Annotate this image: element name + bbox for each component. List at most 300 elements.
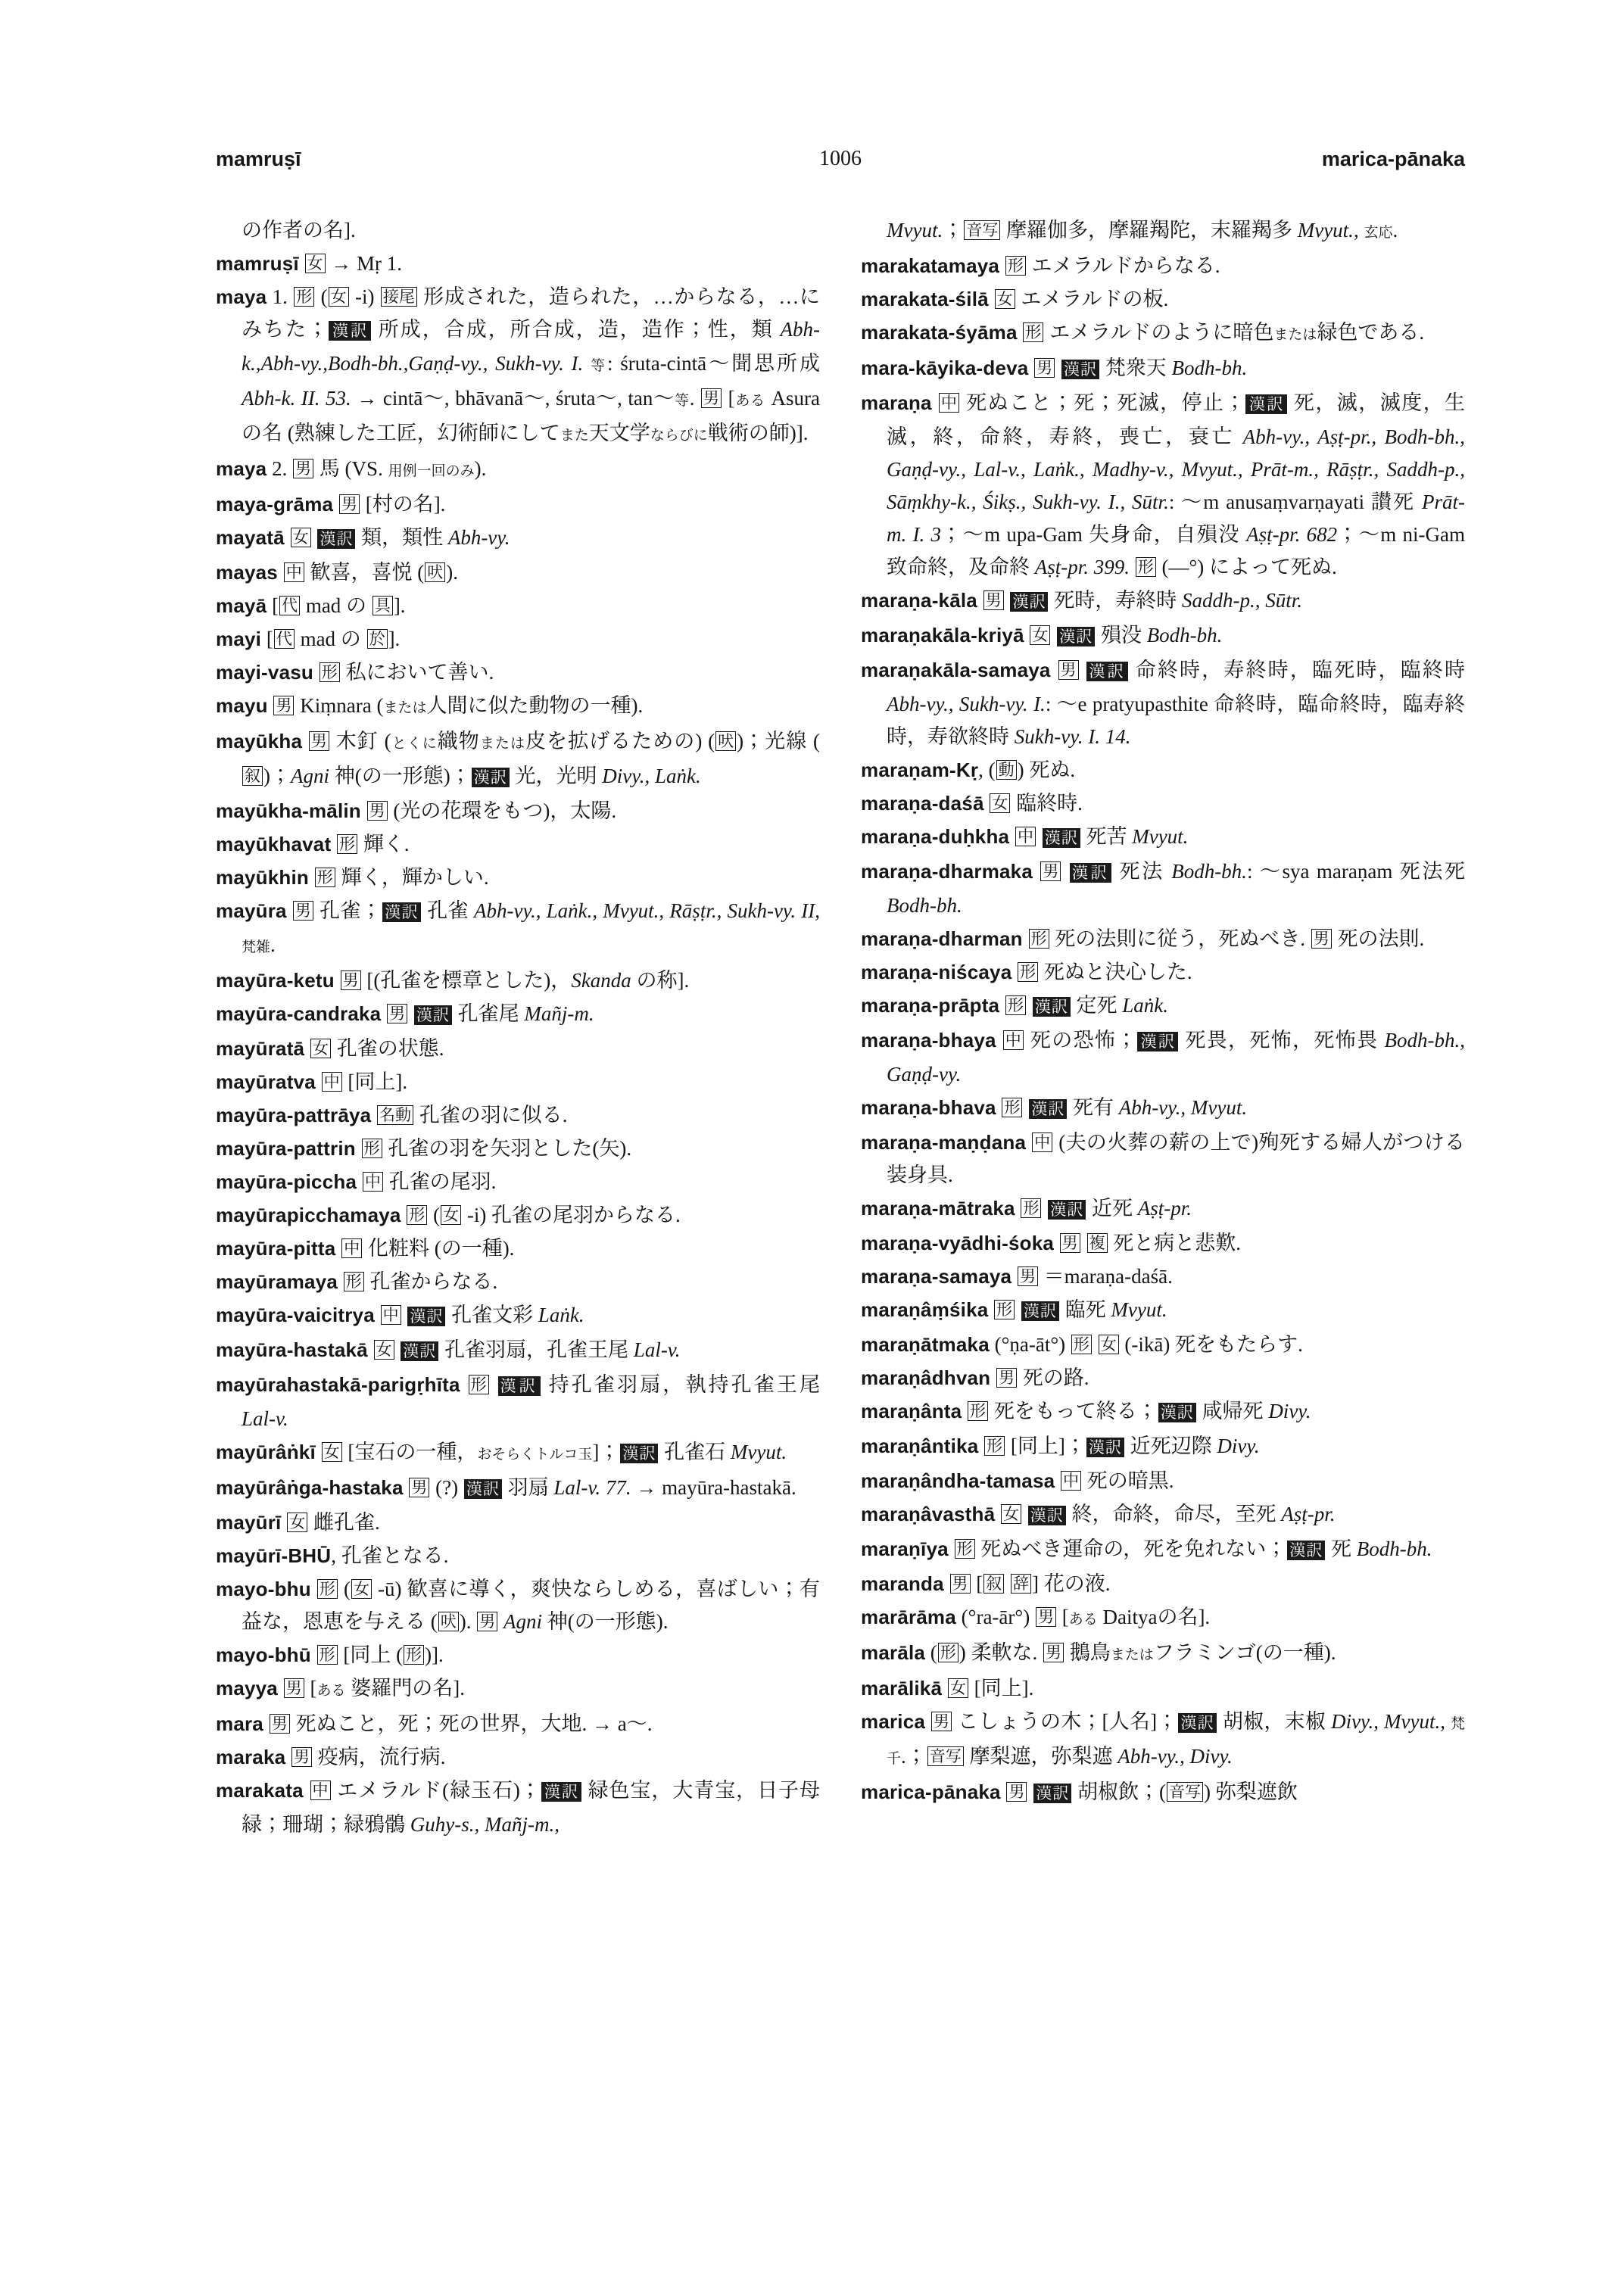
headword: mayūkhin xyxy=(216,866,309,889)
entry-text: 近死辺際 xyxy=(1124,1435,1217,1457)
entry-text: [(孔雀を標章とした)， xyxy=(361,969,572,992)
dictionary-entry xyxy=(861,754,1465,787)
entry-text: , 孔雀となる. xyxy=(331,1544,449,1567)
dictionary-entry xyxy=(861,1533,1465,1567)
grammar-label: 女 xyxy=(291,528,311,547)
entry-text xyxy=(984,792,990,815)
headword: mayūrâṅkī xyxy=(216,1441,316,1463)
headword: maraṇa-maṇḍana xyxy=(861,1131,1027,1154)
entry-text xyxy=(988,1298,993,1321)
translation-label: 漢訳 xyxy=(1245,394,1286,414)
source-abbreviation: Bodh-bh., Gaṇḍ-vy. xyxy=(887,1029,1466,1086)
dictionary-entry xyxy=(861,923,1465,955)
entry-text: -i) 孔雀の尾羽からなる. xyxy=(462,1204,681,1226)
headword: mayūrahastakā-parigṛhīta xyxy=(216,1373,460,1396)
grammar-label: 女 xyxy=(287,1513,307,1532)
entry-text: 死をもって終る； xyxy=(989,1400,1158,1422)
entry-text: 光，光明 xyxy=(510,765,603,787)
dictionary-entry xyxy=(216,1033,820,1065)
entry-text: ( xyxy=(315,285,328,308)
entry-text: エメラルドのように暗色 xyxy=(1044,321,1274,344)
entry-text: , xyxy=(1353,219,1364,241)
entry-text xyxy=(1011,1265,1017,1288)
entry-text: 私において善い. xyxy=(340,661,494,684)
dictionary-entry xyxy=(216,1099,820,1132)
entry-text xyxy=(371,1104,376,1126)
dictionary-entry xyxy=(216,1540,820,1572)
headword: maraṇa-mātraka xyxy=(861,1197,1015,1220)
headword: mayūra-hastakā xyxy=(216,1338,368,1361)
grammar-label: 中 xyxy=(1061,1471,1081,1491)
grammar-label: 男 xyxy=(1060,1233,1080,1253)
dictionary-entry xyxy=(861,1126,1465,1192)
entry-text: . xyxy=(689,387,701,410)
entry-text: こしょうの木；[人名]； xyxy=(952,1710,1178,1733)
entry-text: [村の名]. xyxy=(360,493,446,516)
source-abbreviation: Laṅk. xyxy=(1122,994,1168,1017)
entry-text xyxy=(338,1270,343,1293)
entry-text xyxy=(335,969,340,992)
grammar-label: 形 xyxy=(938,1643,959,1662)
grammar-label: 形 xyxy=(994,1300,1015,1319)
entry-text xyxy=(995,1503,1000,1525)
grammar-label: 男 xyxy=(931,1712,952,1731)
entry-text: 死 xyxy=(1326,1537,1357,1560)
headword: mayya xyxy=(216,1677,278,1699)
grammar-label: 男 xyxy=(270,1714,290,1734)
source-abbreviation: Agni xyxy=(291,765,329,787)
entry-text: ]. xyxy=(388,628,401,650)
entry-text xyxy=(1080,659,1086,681)
entry-text xyxy=(302,730,308,752)
entry-text: ). xyxy=(446,561,458,584)
grammar-label: 女 xyxy=(1099,1335,1119,1354)
entry-text: (夫の火葬の薪の上で)殉死する婦人がつける装身具. xyxy=(887,1131,1466,1186)
small-note: または xyxy=(1110,1647,1154,1663)
translation-label: 漢訳 xyxy=(1061,360,1099,379)
entry-text: [ xyxy=(261,628,273,650)
source-abbreviation: Bodh-bh. xyxy=(1171,860,1247,883)
source-abbreviation: Skanda xyxy=(571,969,631,992)
entry-text: ). xyxy=(474,457,487,480)
headword: maraṇa-kāla xyxy=(861,589,977,612)
headword: maraka xyxy=(216,1746,286,1768)
headword: maraṇīya xyxy=(861,1537,949,1560)
headword: marāla xyxy=(861,1641,926,1664)
entry-text: 神(の一形態). xyxy=(542,1610,669,1633)
entry-text: 近死 xyxy=(1086,1197,1138,1220)
dictionary-entry xyxy=(861,283,1465,316)
entry-text: → cintā～, bhāvanā～, śruta～, tan～ xyxy=(351,387,675,410)
small-note: 梵雑 xyxy=(242,939,271,955)
headword: mayūrī xyxy=(216,1511,282,1534)
entry-text: (—°) によって死ぬ. xyxy=(1156,556,1337,578)
grammar-label: 形 xyxy=(315,868,335,887)
entry-text: Asura の名 (熟練した工匠，幻術師にして xyxy=(242,387,820,444)
entry-text: )；光線 ( xyxy=(737,730,821,752)
entry-text xyxy=(949,1537,954,1560)
grammar-label: 形 xyxy=(407,1205,427,1225)
grammar-label: 吠 xyxy=(438,1612,459,1631)
entry-text: 臨死 xyxy=(1059,1298,1111,1321)
entry-text xyxy=(408,1002,413,1025)
entry-text: 孔雀尾 xyxy=(452,1002,525,1025)
small-note: ある xyxy=(734,393,765,409)
entry-text: (°ra-ār°) xyxy=(955,1606,1035,1628)
source-abbreviation: Abh-vy. xyxy=(447,526,510,549)
dictionary-entry xyxy=(216,998,820,1032)
entry-text: 天文学 xyxy=(588,422,650,444)
translation-label: 漢訳 xyxy=(1033,997,1071,1017)
headword: maya xyxy=(216,457,267,480)
headword: maraṇa-duḥkha xyxy=(861,825,1010,848)
source-abbreviation: Mvyut. xyxy=(1111,1298,1167,1321)
entry-text: 臨終時. xyxy=(1011,792,1083,815)
grammar-label: 形 xyxy=(1136,557,1156,577)
entry-text: [同上 ( xyxy=(338,1643,404,1666)
translation-label: 漢訳 xyxy=(329,321,371,341)
grammar-label: 形 xyxy=(337,834,357,854)
dictionary-entry xyxy=(216,690,820,724)
headword: maraṇâvasthā xyxy=(861,1503,996,1525)
headword: maraṇa-samaya xyxy=(861,1265,1012,1288)
entry-text xyxy=(932,391,938,414)
page-number: 1006 xyxy=(819,147,862,170)
dictionary-entry xyxy=(216,1199,820,1232)
headword: marica-pānaka xyxy=(861,1781,1001,1803)
small-note: 梵千 xyxy=(887,1716,1466,1767)
entry-text: 鵝鳥 xyxy=(1064,1641,1111,1664)
headword: marica xyxy=(861,1710,926,1733)
entry-text: 死ぬべき運命の，死を免れない； xyxy=(975,1537,1287,1560)
entry-text xyxy=(1009,825,1015,848)
grammar-label: 男 xyxy=(367,801,388,821)
entry-text xyxy=(395,1338,401,1361)
source-abbreviation: Agni xyxy=(503,1610,542,1633)
grammar-label: 男 xyxy=(1018,1266,1038,1286)
grammar-label: 男 xyxy=(983,590,1004,610)
source-abbreviation: Bodh-bh. xyxy=(1171,357,1248,379)
small-note: ある xyxy=(1068,1612,1098,1628)
grammar-label: 接尾 xyxy=(381,287,417,307)
entry-text xyxy=(1036,825,1042,848)
grammar-label: 代 xyxy=(274,629,295,649)
grammar-label: 叙 xyxy=(983,1574,1004,1594)
grammar-label: 音写 xyxy=(927,1746,964,1766)
entry-text: [宝石の一種， xyxy=(342,1441,478,1463)
headword: mayūra xyxy=(216,899,287,922)
dictionary-entry xyxy=(216,828,820,861)
entry-text: 孔雀羽扇，孔雀王尾 xyxy=(439,1338,634,1361)
dictionary-entry xyxy=(861,1092,1465,1126)
entry-text: 類，類性 xyxy=(356,526,448,549)
source-abbreviation: Aṣṭ-pr. xyxy=(1137,1197,1192,1220)
grammar-label: 中 xyxy=(341,1238,362,1258)
grammar-label: 中 xyxy=(381,1305,401,1325)
grammar-label: 形 xyxy=(1005,256,1026,276)
grammar-label: 女 xyxy=(310,1039,331,1058)
entry-text xyxy=(281,1511,286,1534)
entry-text: 死の法則. xyxy=(1332,927,1425,950)
grammar-label: 女 xyxy=(990,793,1010,813)
small-note: 用例一回のみ xyxy=(388,463,475,479)
grammar-label: 具 xyxy=(372,596,393,615)
entry-continuation xyxy=(216,214,820,247)
entry-text: 死苦 xyxy=(1080,825,1133,848)
entry-text xyxy=(357,1170,362,1193)
entry-text: 孔雀 xyxy=(421,899,474,922)
dictionary-entry xyxy=(861,619,1465,653)
grammar-label: 男 xyxy=(1006,1782,1027,1802)
grammar-label: 形 xyxy=(404,1645,424,1665)
dictionary-entry xyxy=(861,1227,1465,1260)
entry-text: -i) xyxy=(349,285,380,308)
source-abbreviation: Laṅk. xyxy=(538,1304,584,1326)
entry-text: エメラルドの板. xyxy=(1015,288,1169,310)
entry-text xyxy=(1027,1781,1033,1803)
entry-text: (?) xyxy=(430,1476,463,1499)
translation-label: 漢訳 xyxy=(1086,1438,1124,1457)
entry-text: (光の花環をもつ)，太陽. xyxy=(388,799,617,822)
entry-text: -ū) 歓喜に導く，爽快ならしめる，喜ばしい；有益な，恩恵を与える ( xyxy=(242,1578,821,1633)
dictionary-entry xyxy=(216,623,820,656)
entry-text: ( xyxy=(338,1578,351,1600)
entry-text xyxy=(404,1476,409,1499)
entry-text: → Mṛ 1. xyxy=(326,252,403,275)
dictionary-entry xyxy=(216,1066,820,1098)
source-abbreviation: Bodh-bh. xyxy=(887,894,962,917)
entry-text: フラミンゴ(の一種). xyxy=(1153,1641,1336,1664)
source-abbreviation: Abh-vy., Aṣṭ-pr., Bodh-bh., Gaṇḍ-vy., Lal-v., Laṅk., Madhy-v., Mvyut., Prāt-m., Rāṣṭr., Saddh-p., Sāṃkhy-k., Śikṣ., Sukh-vy. I., Sūtr. xyxy=(887,425,1466,513)
source-abbreviation: Saddh-p., Sūtr. xyxy=(1181,589,1302,612)
headword: marālikā xyxy=(861,1677,943,1699)
grammar-label: 女 xyxy=(995,289,1015,309)
entry-text: 戦術の師)]. xyxy=(707,422,809,444)
grammar-label: 動 xyxy=(996,760,1017,780)
entry-text xyxy=(977,589,983,612)
grammar-label: 男 xyxy=(409,1478,429,1497)
entry-text xyxy=(1026,1131,1031,1154)
entry-text: 孔雀の尾羽. xyxy=(383,1170,497,1193)
dictionary-entry xyxy=(861,1637,1465,1671)
grammar-label: 男 xyxy=(1043,1643,1064,1662)
entry-text: 終，命終，命尽，至死 xyxy=(1066,1503,1282,1525)
grammar-label: 形 xyxy=(1029,929,1049,949)
entry-text xyxy=(335,1237,341,1260)
headword: maraṇa-daśā xyxy=(861,792,984,815)
dictionary-entry xyxy=(216,795,820,827)
entry-text: ]； xyxy=(592,1441,620,1463)
headword: maraṇakāla-kriyā xyxy=(861,624,1024,646)
grammar-label: 吠 xyxy=(425,562,445,582)
entry-text: ). xyxy=(459,1610,477,1633)
grammar-label: 於 xyxy=(367,629,388,649)
entry-text xyxy=(1005,1572,1010,1595)
dictionary-entry xyxy=(216,1573,820,1638)
grammar-label: 男 xyxy=(950,1574,971,1594)
headword: mayūra-vaicitrya xyxy=(216,1304,375,1326)
source-abbreviation: Lal-v. xyxy=(633,1338,681,1361)
grammar-label: 男 xyxy=(387,1004,407,1023)
entry-text xyxy=(1015,1197,1021,1220)
headword: maraṇa-bhava xyxy=(861,1096,996,1119)
translation-label: 漢訳 xyxy=(407,1307,445,1326)
headword: maraṇa-dharmaka xyxy=(861,860,1033,883)
headword: marakata-śilā xyxy=(861,288,989,310)
headword: mayas xyxy=(216,561,278,584)
dictionary-entry xyxy=(861,1601,1465,1636)
grammar-label: 形 xyxy=(1023,322,1043,342)
entry-text xyxy=(287,899,292,922)
entry-text: 命終時，寿終時，臨死時，臨終時 xyxy=(1128,659,1466,681)
translation-label: 漢訳 xyxy=(1287,1541,1325,1560)
translation-label: 漢訳 xyxy=(1178,1713,1217,1733)
entry-text: [ xyxy=(267,594,279,617)
dictionary-entry xyxy=(216,453,820,488)
entry-text xyxy=(1054,1232,1059,1254)
translation-label: 漢訳 xyxy=(382,902,421,922)
grammar-label: 女 xyxy=(374,1340,394,1360)
small-note: おそらくトルコ玉 xyxy=(477,1447,593,1463)
headword: mayo-bhu xyxy=(216,1578,311,1600)
entry-text: mad の xyxy=(295,628,366,650)
headword: mayūkha xyxy=(216,730,303,752)
entry-text: 死法 xyxy=(1112,860,1172,883)
entry-text: [同上]. xyxy=(968,1677,1034,1699)
entry-text: ) 死ぬ. xyxy=(1017,759,1076,781)
dictionary-entry xyxy=(216,1334,820,1368)
grammar-label: 男 xyxy=(309,731,329,751)
dictionary-entry xyxy=(861,316,1465,351)
source-abbreviation: Abh-vy., Sukh-vy. I. xyxy=(887,693,1046,715)
entry-text xyxy=(333,493,338,516)
entry-text xyxy=(1015,1298,1021,1321)
entry-text: 輝く. xyxy=(358,833,410,855)
entry-text: )； xyxy=(263,765,291,787)
entry-text xyxy=(313,661,319,684)
entry-text: 孔雀の状態. xyxy=(331,1037,444,1060)
headword: maraṇa-vyādhi-śoka xyxy=(861,1232,1055,1254)
translation-label: 漢訳 xyxy=(1028,1506,1066,1525)
entry-text xyxy=(978,1435,983,1457)
grammar-label: 形 xyxy=(320,662,340,682)
headword: mayūra-ketu xyxy=(216,969,335,992)
entry-text xyxy=(1051,659,1058,681)
small-note: 玄応 xyxy=(1364,225,1393,241)
grammar-label: 形 xyxy=(1018,962,1038,982)
headword: mayūrī-BHŪ xyxy=(216,1544,332,1567)
grammar-label: 中 xyxy=(322,1072,342,1092)
dictionary-entry xyxy=(861,250,1465,282)
dictionary-entry xyxy=(861,1465,1465,1497)
entry-text: 婆羅門の名]. xyxy=(345,1677,465,1699)
entry-text: 咸帰死 xyxy=(1196,1400,1269,1422)
entry-text: 形成された，造られた，…からなる，…にみちた； xyxy=(242,285,821,341)
headword: maraṇâṃśika xyxy=(861,1298,989,1321)
entry-text xyxy=(268,694,273,717)
grammar-label: 形 xyxy=(1005,995,1026,1015)
source-abbreviation: Abh-vy., Laṅk., Mvyut., Rāṣṭr., Sukh-vy. II, xyxy=(473,899,821,922)
entry-text: [ xyxy=(304,1677,317,1699)
dictionary-entry xyxy=(216,1369,820,1435)
entry-text xyxy=(999,994,1005,1017)
grammar-label: 男 xyxy=(1036,1607,1056,1627)
entry-text: .； xyxy=(901,1745,927,1768)
running-head-last-entry: marica-pānaka xyxy=(1321,148,1465,170)
entry-text xyxy=(1081,1232,1086,1254)
entry-text: 持孔雀羽扇，執持孔雀王尾 xyxy=(541,1373,821,1396)
entry-text xyxy=(1023,927,1028,950)
small-note: とくに xyxy=(391,736,438,752)
entry-text xyxy=(1033,860,1040,883)
dictionary-entry xyxy=(861,1362,1465,1394)
dictionary-entry xyxy=(861,855,1465,922)
entry-text xyxy=(361,799,366,822)
entry-text: ) 柔軟な. xyxy=(959,1641,1043,1664)
translation-label: 漢訳 xyxy=(472,768,510,787)
entry-text xyxy=(278,1677,283,1699)
entry-text: 緑色宝，大青宝，日子母緑；珊瑚；緑鴉鶻 xyxy=(242,1779,821,1836)
translation-label: 漢訳 xyxy=(317,529,355,549)
entry-text: ] 花の液. xyxy=(1032,1572,1111,1595)
dictionary-entry xyxy=(861,1776,1465,1810)
dictionary-entry xyxy=(861,1024,1465,1091)
grammar-label: 複 xyxy=(1087,1233,1108,1253)
small-note: また xyxy=(560,428,589,444)
dictionary-entry xyxy=(861,1329,1465,1361)
headword: maranda xyxy=(861,1572,944,1595)
dictionary-entry xyxy=(216,895,820,964)
grammar-label: 音写 xyxy=(964,220,1000,240)
grammar-label: 中 xyxy=(310,1781,331,1800)
source-abbreviation: Mañj-m. xyxy=(524,1002,594,1025)
dictionary-entry xyxy=(861,989,1465,1023)
grammar-label: 女 xyxy=(322,1442,342,1462)
entry-text xyxy=(1445,1710,1451,1733)
small-note: ならびに xyxy=(650,428,708,444)
source-abbreviation: Mvyut. xyxy=(887,219,943,241)
entry-text xyxy=(375,1304,380,1326)
source-abbreviation: Divy., Mvyut., xyxy=(1331,1710,1446,1733)
entry-text: の称]. xyxy=(631,969,690,992)
grammar-label: 女 xyxy=(1001,1504,1021,1524)
entry-text xyxy=(285,1746,291,1768)
entry-text: 孔雀の羽を矢羽とした(矢). xyxy=(382,1137,632,1160)
entry-text: : ～sya maraṇam 死法死 xyxy=(1246,860,1466,883)
entry-text: 皮を拡げるための) ( xyxy=(525,730,715,752)
entry-text: 死ぬこと；死；死滅，停止； xyxy=(959,391,1245,414)
entry-text: mad の xyxy=(301,594,372,617)
dictionary-entry xyxy=(861,1260,1465,1293)
headword: marakata-śyāma xyxy=(861,321,1018,344)
source-abbreviation: Sukh-vy. I. 14. xyxy=(1014,725,1131,748)
dictionary-entry xyxy=(861,787,1465,820)
entry-text xyxy=(1005,589,1010,612)
grammar-label: 男 xyxy=(293,459,313,478)
source-abbreviation: Divy. xyxy=(1268,1400,1311,1422)
entry-text: [同上]； xyxy=(1005,1435,1086,1457)
dictionary-entry xyxy=(216,522,820,556)
entry-text: ；～m upa-Gam 失身命，自殞没 xyxy=(941,523,1247,546)
entry-text xyxy=(285,526,290,549)
dictionary-entry xyxy=(216,590,820,622)
entry-text: エメラルド(緑玉石)； xyxy=(331,1779,541,1802)
entry-text: 孔雀の羽に似る. xyxy=(414,1104,568,1126)
headword: maraṇântika xyxy=(861,1435,979,1457)
grammar-label: 女 xyxy=(948,1678,968,1698)
entry-text xyxy=(309,866,314,889)
grammar-label: 女 xyxy=(441,1205,461,1225)
